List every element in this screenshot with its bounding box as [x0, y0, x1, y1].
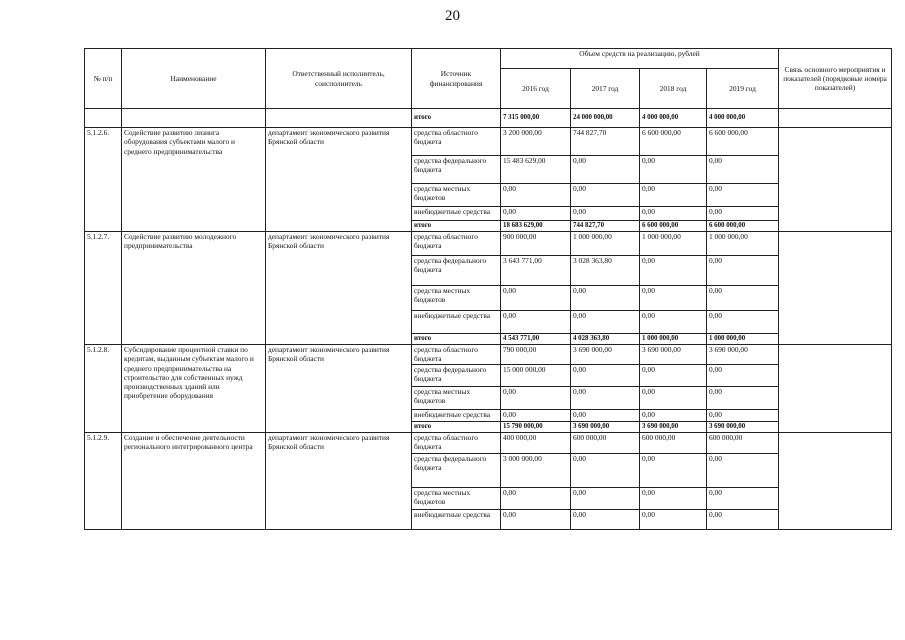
- total-value: 1 000 000,00: [640, 334, 707, 345]
- total-value: 15 790 000,00: [501, 422, 571, 433]
- amount-cell: 1 000 000,00: [707, 232, 779, 256]
- amount-cell: 0,00: [571, 387, 640, 410]
- item-number: 5.1.2.7.: [85, 232, 122, 345]
- table-row: [85, 232, 892, 256]
- amount-cell: 15 483 629,00: [501, 156, 571, 184]
- item-name: Содействие развитию лизинга оборудования субъектами малого и среднего предпринимательства: [122, 128, 266, 232]
- link-cell: [779, 128, 892, 232]
- header-no: № п/п: [85, 49, 122, 109]
- total-value: 24 000 000,00: [571, 109, 640, 128]
- header-source: Источник финансирования: [412, 49, 501, 109]
- amount-cell: 3 690 000,00: [707, 345, 779, 365]
- source-label: средства областного бюджета: [412, 232, 501, 256]
- amount-cell: 15 000 000,00: [501, 365, 571, 387]
- header-year-2019: 2019 год: [707, 69, 779, 109]
- amount-cell: 744 827,70: [571, 128, 640, 156]
- amount-cell: 0,00: [707, 387, 779, 410]
- item-number: 5.1.2.8.: [85, 345, 122, 433]
- item-executor: департамент экономического развития Брянской области: [266, 345, 412, 433]
- header-year-2017: 2017 год: [571, 69, 640, 109]
- amount-cell: 0,00: [571, 510, 640, 530]
- amount-cell: 3 000 000,00: [501, 454, 571, 488]
- amount-cell: 900 000,00: [501, 232, 571, 256]
- header-name: Наименование: [122, 49, 266, 109]
- amount-cell: 0,00: [640, 510, 707, 530]
- source-label: внебюджетные средства: [412, 410, 501, 422]
- amount-cell: 1 000 000,00: [640, 232, 707, 256]
- source-label: средства областного бюджета: [412, 128, 501, 156]
- amount-cell: 0,00: [707, 156, 779, 184]
- table-row: [85, 345, 892, 365]
- source-label: средства областного бюджета: [412, 433, 501, 454]
- total-value: 1 000 000,00: [707, 334, 779, 345]
- source-label: внебюджетные средства: [412, 510, 501, 530]
- total-value: 4 028 363,80: [571, 334, 640, 345]
- total-value: 6 600 000,00: [707, 221, 779, 232]
- amount-cell: 0,00: [501, 286, 571, 311]
- amount-cell: 3 690 000,00: [571, 345, 640, 365]
- total-value: 18 683 629,00: [501, 221, 571, 232]
- amount-cell: 0,00: [571, 410, 640, 422]
- amount-cell: 400 000,00: [501, 433, 571, 454]
- amount-cell: 0,00: [707, 365, 779, 387]
- source-label: средства федерального бюджета: [412, 365, 501, 387]
- amount-cell: 0,00: [707, 286, 779, 311]
- total-label: итого: [412, 109, 501, 128]
- header-year-2016: 2016 год: [501, 69, 571, 109]
- source-label: средства федерального бюджета: [412, 454, 501, 488]
- amount-cell: 600 000,00: [640, 433, 707, 454]
- amount-cell: 0,00: [571, 365, 640, 387]
- amount-cell: 0,00: [640, 286, 707, 311]
- amount-cell: 0,00: [707, 184, 779, 207]
- amount-cell: 0,00: [707, 410, 779, 422]
- source-label: средства федерального бюджета: [412, 156, 501, 184]
- item-name: Создание и обеспечение деятельности регионального интегрированного центра: [122, 433, 266, 530]
- source-label: средства местных бюджетов: [412, 286, 501, 311]
- amount-cell: 600 000,00: [707, 433, 779, 454]
- amount-cell: 0,00: [501, 207, 571, 221]
- amount-cell: 0,00: [640, 256, 707, 286]
- item-name: Содействие развитию молодежного предпринимательства: [122, 232, 266, 345]
- total-value: 4 543 771,00: [501, 334, 571, 345]
- amount-cell: 3 643 771,00: [501, 256, 571, 286]
- source-label: средства местных бюджетов: [412, 184, 501, 207]
- amount-cell: 0,00: [707, 488, 779, 510]
- item-executor: департамент экономического развития Брянской области: [266, 128, 412, 232]
- header-year-2018: 2018 год: [640, 69, 707, 109]
- table-row: [85, 433, 892, 454]
- amount-cell: 3 690 000,00: [640, 345, 707, 365]
- amount-cell: 0,00: [571, 156, 640, 184]
- total-value: 3 690 000,00: [640, 422, 707, 433]
- amount-cell: 1 000 000,00: [571, 232, 640, 256]
- source-label: средства федерального бюджета: [412, 256, 501, 286]
- amount-cell: 0,00: [501, 387, 571, 410]
- source-label: внебюджетные средства: [412, 311, 501, 334]
- amount-cell: 0,00: [707, 454, 779, 488]
- amount-cell: 0,00: [640, 207, 707, 221]
- total-value: 3 690 000,00: [707, 422, 779, 433]
- item-executor: департамент экономического развития Брянской области: [266, 232, 412, 345]
- amount-cell: 0,00: [501, 184, 571, 207]
- item-number: 5.1.2.6.: [85, 128, 122, 232]
- amount-cell: 6 600 000,00: [707, 128, 779, 156]
- amount-cell: 3 200 000,00: [501, 128, 571, 156]
- amount-cell: 0,00: [640, 365, 707, 387]
- page-number: 20: [445, 8, 460, 24]
- source-label: средства областного бюджета: [412, 345, 501, 365]
- amount-cell: 0,00: [707, 510, 779, 530]
- table-row: [85, 128, 892, 156]
- total-value: 7 315 000,00: [501, 109, 571, 128]
- amount-cell: 0,00: [571, 207, 640, 221]
- amount-cell: 0,00: [571, 454, 640, 488]
- link-cell: [779, 109, 892, 128]
- empty-cell: [266, 109, 412, 128]
- total-value: 3 690 000,00: [571, 422, 640, 433]
- amount-cell: 3 028 363,80: [571, 256, 640, 286]
- total-label: итого: [412, 221, 501, 232]
- financing-table: [84, 48, 892, 530]
- amount-cell: 0,00: [707, 256, 779, 286]
- amount-cell: 790 000,00: [501, 345, 571, 365]
- amount-cell: 0,00: [571, 311, 640, 334]
- amount-cell: 0,00: [640, 488, 707, 510]
- amount-cell: 0,00: [571, 184, 640, 207]
- top-total-row: [85, 109, 892, 128]
- amount-cell: 0,00: [640, 156, 707, 184]
- header-amount: Объем средств на реализацию, рублей: [501, 49, 779, 69]
- total-label: итого: [412, 422, 501, 433]
- empty-cell: [85, 109, 122, 128]
- table-header: [85, 49, 892, 109]
- amount-cell: 0,00: [501, 510, 571, 530]
- amount-cell: 0,00: [640, 387, 707, 410]
- total-value: 4 000 000,00: [707, 109, 779, 128]
- header-link: Связь основного мероприятия и показателей (порядковые номера показателей): [779, 49, 892, 109]
- link-cell: [779, 232, 892, 345]
- total-value: 744 827,70: [571, 221, 640, 232]
- amount-cell: 0,00: [640, 184, 707, 207]
- amount-cell: 0,00: [640, 454, 707, 488]
- amount-cell: 0,00: [501, 488, 571, 510]
- empty-cell: [122, 109, 266, 128]
- source-label: средства местных бюджетов: [412, 488, 501, 510]
- amount-cell: 0,00: [501, 410, 571, 422]
- total-label: итого: [412, 334, 501, 345]
- header-executor: Ответственный исполнитель, соисполнитель: [266, 49, 412, 109]
- source-label: внебюджетные средства: [412, 207, 501, 221]
- total-value: 4 000 000,00: [640, 109, 707, 128]
- item-number: 5.1.2.9.: [85, 433, 122, 530]
- item-executor: департамент экономического развития Брянской области: [266, 433, 412, 530]
- total-value: 6 600 000,00: [640, 221, 707, 232]
- amount-cell: 0,00: [501, 311, 571, 334]
- amount-cell: 0,00: [707, 207, 779, 221]
- amount-cell: 0,00: [707, 311, 779, 334]
- amount-cell: 0,00: [640, 410, 707, 422]
- item-name: Субсидирование процентной ставки по кредитам, выданным субъектам малого и среднего предпринимательства на строительство для собственных нужд производственных зданий или приобретение оборудования: [122, 345, 266, 433]
- amount-cell: 0,00: [571, 286, 640, 311]
- source-label: средства местных бюджетов: [412, 387, 501, 410]
- amount-cell: 0,00: [640, 311, 707, 334]
- link-cell: [779, 433, 892, 530]
- amount-cell: 6 600 000,00: [640, 128, 707, 156]
- link-cell: [779, 345, 892, 433]
- amount-cell: 600 000,00: [571, 433, 640, 454]
- amount-cell: 0,00: [571, 488, 640, 510]
